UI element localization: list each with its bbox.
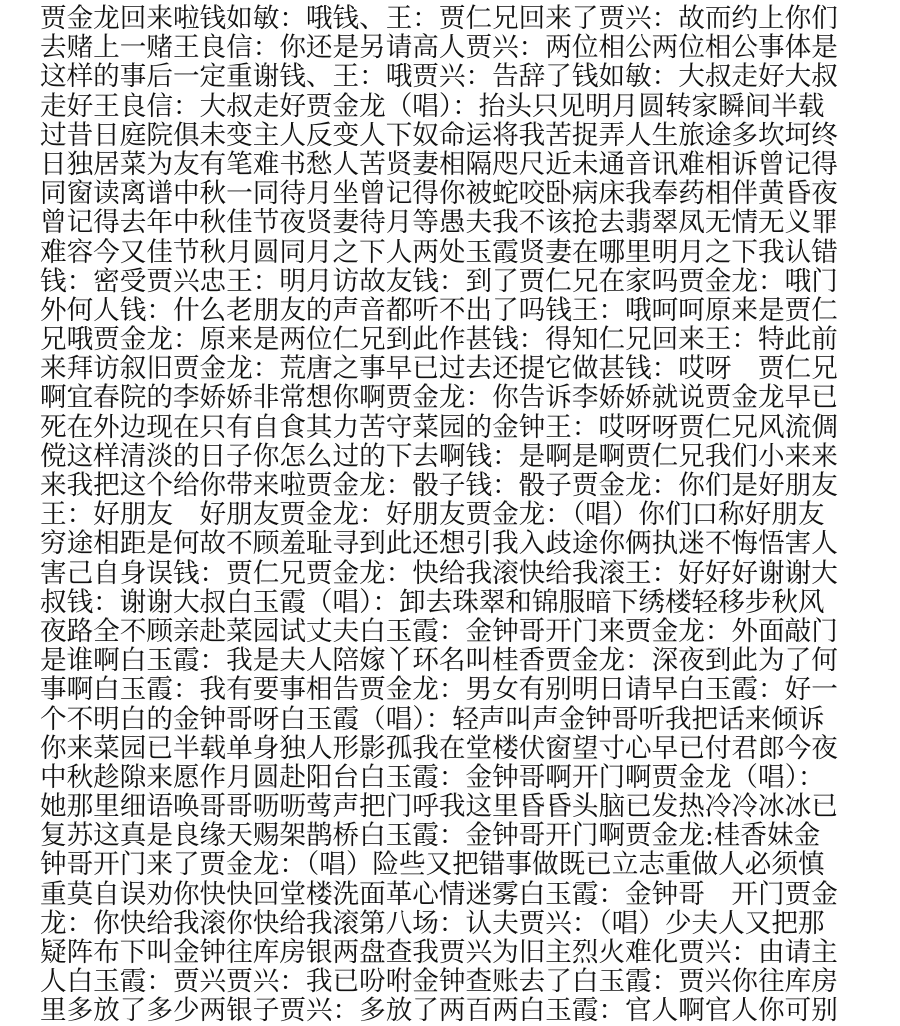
text-line-13: 来拜访叙旧贾金龙：荒唐之事早已过去还提它做甚钱：哎呀 贾仁兄: [40, 353, 838, 385]
text-line-26: 你来菜园已半载单身独人形影孤我在堂楼伏窗望寸心早已付君郎今夜: [40, 732, 838, 764]
text-line-4: 走好王良信：大叔走好贾金龙（唱）：抬头只见明月圆转家瞬间半载: [40, 90, 825, 122]
text-line-5: 过昔日庭院俱未变主人反变人下奴命运将我苦捉弄人生旅途多坎坷终: [40, 119, 838, 151]
text-line-21: 叔钱：谢谢大叔白玉霞（唱）：卸去珠翠和锦服暗下绣楼轻移步秋风: [40, 586, 825, 618]
text-line-15: 死在外边现在只有自食其力苦守菜园的金钟王：哎呀呀贾仁兄风流倜: [40, 411, 838, 443]
text-line-23: 是谁啊白玉霞：我是夫人陪嫁丫环名叫桂香贾金龙：深夜到此为了何: [40, 645, 838, 677]
text-line-12: 兄哦贾金龙：原来是两位仁兄到此作甚钱：得知仁兄回来王：特此前: [40, 324, 838, 356]
text-line-22: 夜路全不顾亲赴菜园试丈夫白玉霞：金钟哥开门来贾金龙：外面敲门: [40, 615, 838, 647]
text-line-19: 穷途相距是何故不顾羞耻寻到此还想引我入歧途你俩执迷不悔悟害人: [40, 528, 838, 560]
text-line-29: 复苏这真是良缘天赐架鹊桥白玉霞：金钟哥开门啊贾金龙:桂香妹金: [40, 820, 821, 852]
text-line-1: 贾金龙回来啦钱如敏：哦钱、王：贾仁兄回来了贾兴：故而约上你们: [40, 3, 838, 34]
text-line-35: 里多放了多少两银子贾兴：多放了两百两白玉霞：官人啊官人你可别: [40, 995, 838, 1026]
text-line-6: 日独居菜为友有笔难书愁人苦贤妻相隔咫尺近未通音讯难相诉曾记得: [40, 148, 838, 180]
text-line-14: 啊宜春院的李娇娇非常想你啊贾金龙：你告诉李娇娇就说贾金龙早已: [40, 382, 838, 414]
text-line-24: 事啊白玉霞：我有要事相告贾金龙：男女有别明日请早白玉霞：好一: [40, 674, 838, 706]
text-line-33: 疑阵布下叫金钟往库房银两盘查我贾兴为旧主烈火难化贾兴：由请主: [40, 937, 838, 968]
text-line-34: 人白玉霞：贾兴贾兴：我已吩咐金钟查账去了白玉霞：贾兴你往库房: [40, 966, 838, 998]
text-line-2: 去赌上一赌王良信：你还是另请高人贾兴：两位相公两位相公事体是: [40, 32, 838, 64]
text-line-27: 中秋趁隙来愿作月圆赴阳台白玉霞：金钟哥啊开门啊贾金龙（唱）：: [40, 761, 825, 793]
text-line-7: 同窗读离谱中秋一同待月坐曾记得你被蛇咬卧病床我奉药相伴黄昏夜: [40, 178, 838, 210]
text-line-8: 曾记得去年中秋佳节夜贤妻待月等愚夫我不该抢去翡翠凤无情无义罪: [40, 207, 838, 239]
text-line-32: 龙：你快给我滚你快给我滚第八场：认夫贾兴：（唱）少夫人又把那: [40, 907, 825, 939]
text-line-30: 钟哥开门来了贾金龙：（唱）险些又把错事做既已立志重做人必须慎: [40, 849, 825, 881]
text-line-17: 来我把这个给你带来啦贾金龙：骰子钱：骰子贾金龙：你们是好朋友: [40, 470, 838, 501]
text-line-25: 个不明白的金钟哥呀白玉霞（唱）：轻声叫声金钟哥听我把话来倾诉: [40, 703, 825, 735]
text-line-20: 害己自身误钱：贾仁兄贾金龙：快给我滚快给我滚王：好好好谢谢大: [40, 557, 838, 589]
text-line-31: 重莫自误劝你快快回堂楼洗面革心情迷雾白玉霞：金钟哥 开门贾金: [40, 878, 838, 910]
text-line-10: 钱：密受贾兴忠王：明月访故友钱：到了贾仁兄在家吗贾金龙：哦门: [40, 265, 838, 297]
script-text-block: [40, 4, 880, 1026]
text-line-9: 难容今又佳节秋月圆同月之下人两处玉霞贤妻在哪里明月之下我认错: [40, 236, 838, 268]
text-line-3: 这样的事后一定重谢钱、王：哦贾兴：告辞了钱如敏：大叔走好大叔: [40, 61, 838, 93]
text-line-11: 外何人钱：什么老朋友的声音都听不出了吗钱王：哦呵呵原来是贾仁: [40, 294, 838, 326]
text-line-18: 王：好朋友 好朋友贾金龙：好朋友贾金龙：（唱）你们口称好朋友: [40, 499, 825, 531]
text-line-28: 她那里细语唤哥哥呖呖莺声把门呼我这里昏昏头脑已发热冷冷冰冰已: [40, 791, 838, 823]
text-line-16: 傥这样清淡的日子你怎么过的下去啊钱：是啊是啊贾仁兄我们小来来: [40, 440, 838, 472]
